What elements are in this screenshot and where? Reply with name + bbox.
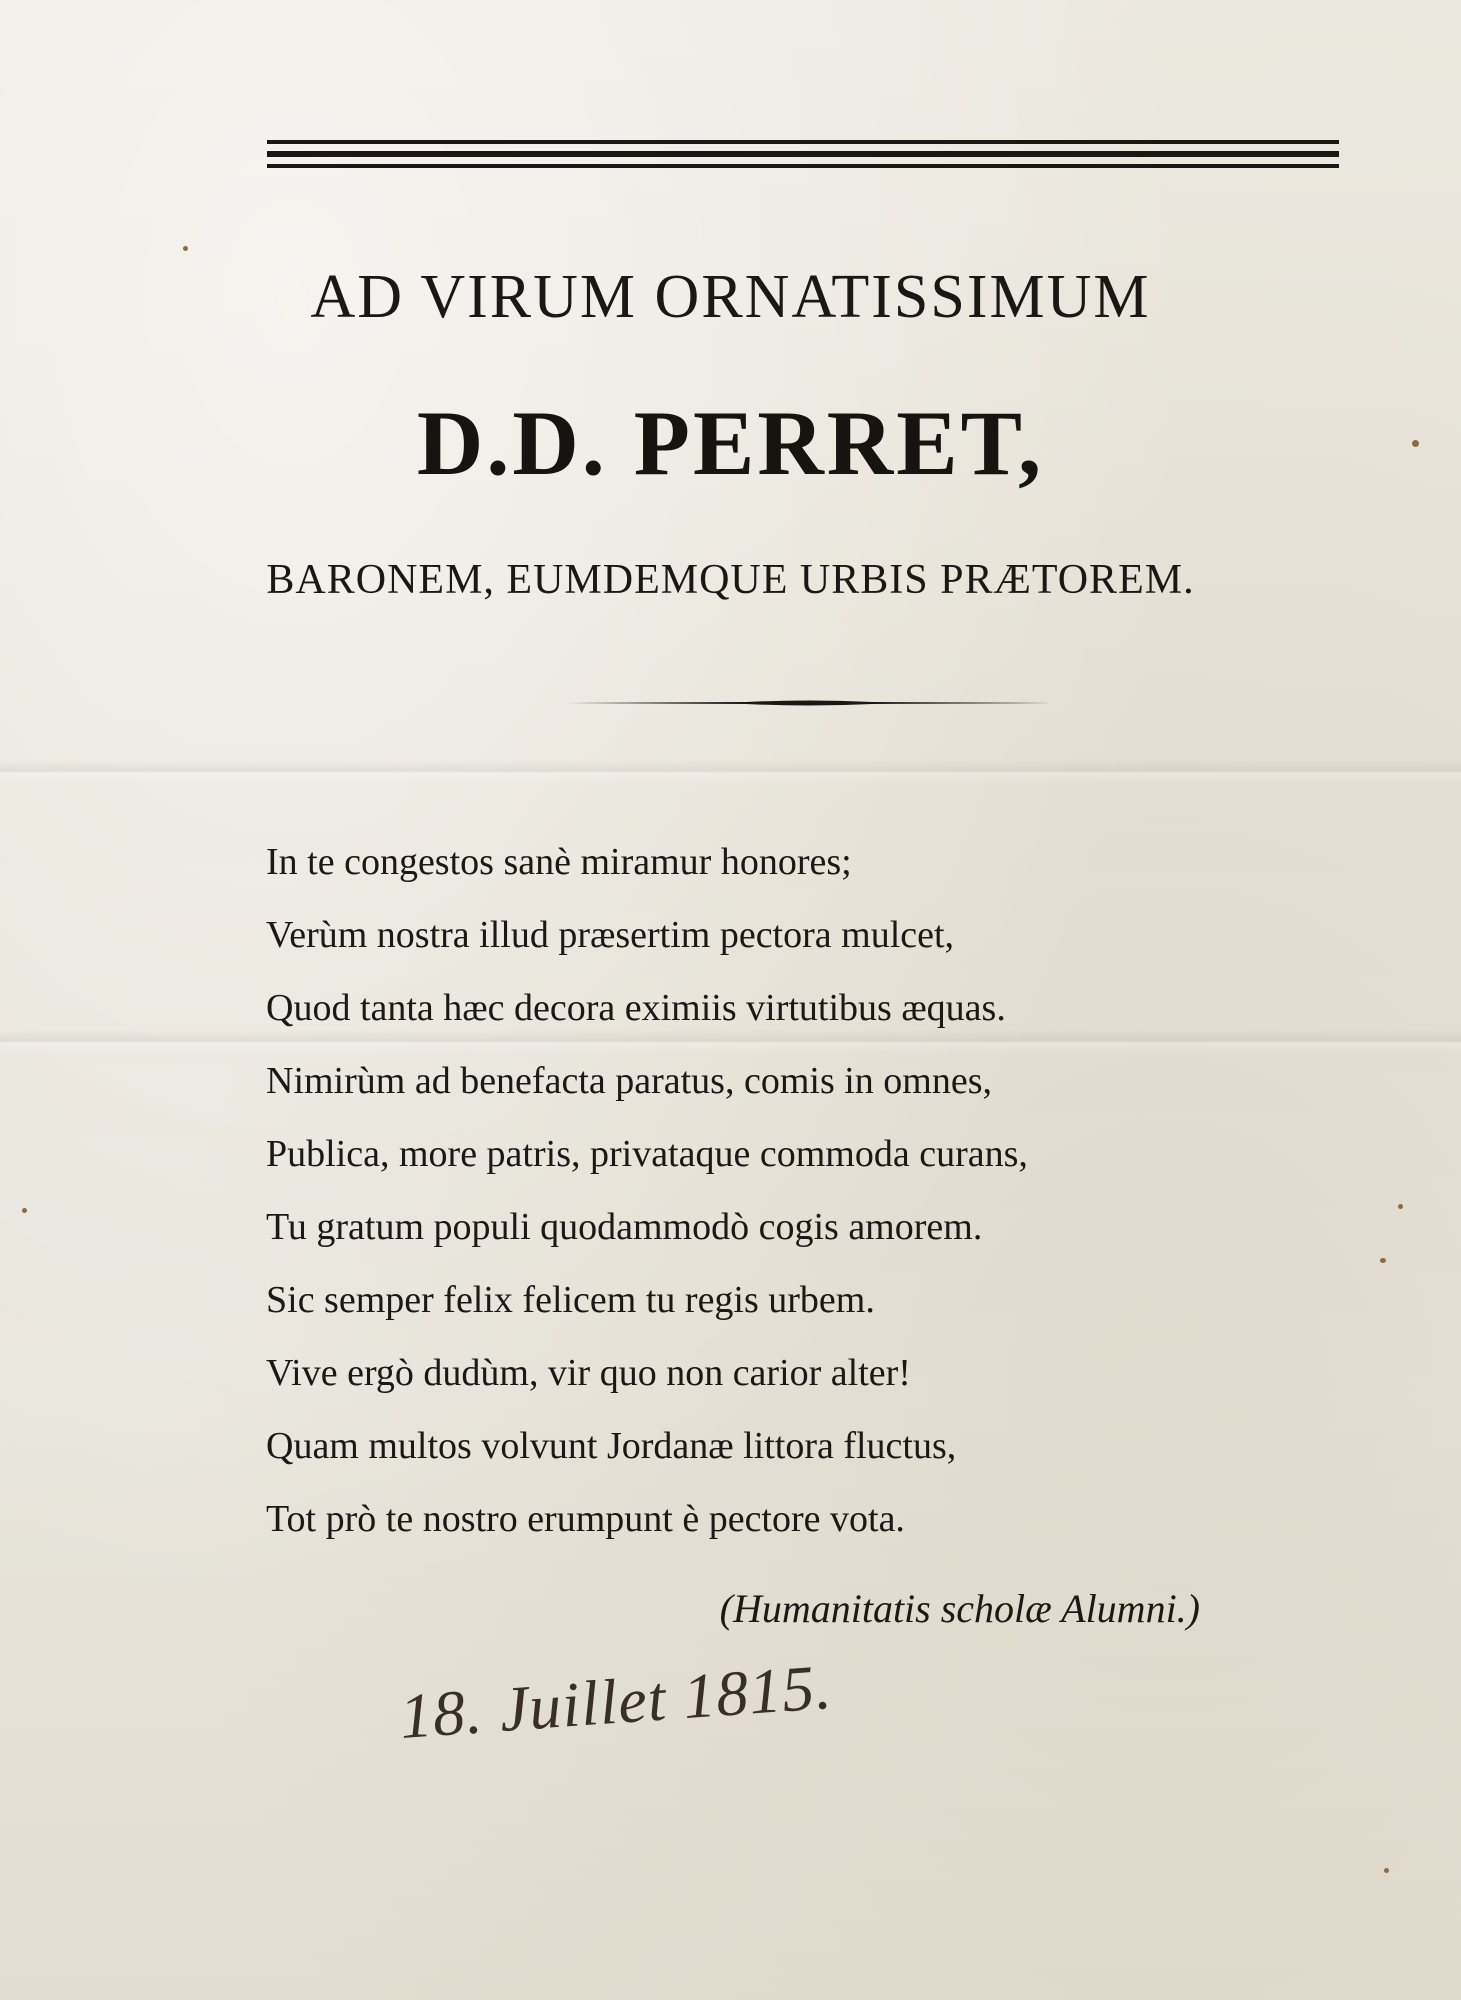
handwritten-date: 18. Juillet 1815. <box>397 1650 835 1752</box>
paper-speck <box>1398 1204 1403 1209</box>
poem-line: Quod tanta hæc decora eximiis virtutibus æquas. <box>266 987 1006 1029</box>
heading-line-2: D.D. PERRET, <box>416 392 1045 494</box>
poem-line: Tu gratum populi quodammodò cogis amorem. <box>266 1206 983 1248</box>
poem-line: Sic semper felix felicem tu regis urbem. <box>266 1279 875 1321</box>
poem-line: Quam multos volvunt Jordanæ littora fluctus, <box>266 1425 957 1467</box>
poem <box>266 826 1266 1556</box>
poem-line: In te congestos sanè miramur honores; <box>266 841 852 883</box>
paper-speck <box>22 1208 27 1213</box>
heading-line-1: AD VIRUM ORNATISSIMUM <box>310 263 1151 331</box>
divider-swell-rule <box>566 699 1052 707</box>
ornamental-divider <box>566 699 1052 707</box>
top-double-rule <box>267 140 1339 168</box>
paper-speck <box>1412 440 1419 447</box>
paper-speck <box>1384 1868 1389 1873</box>
poem-line: Verùm nostra illud præsertim pectora mulcet, <box>266 914 955 956</box>
poem-line: Publica, more patris, privataque commoda curans, <box>266 1133 1028 1175</box>
signature: (Humanitatis scholæ Alumni.) <box>719 1586 1200 1631</box>
poem-line: Nimirùm ad benefacta paratus, comis in omnes, <box>266 1060 993 1102</box>
paper-crease <box>0 760 1461 784</box>
paper-speck <box>1380 1258 1386 1263</box>
heading-line-3: BARONEM, EUMDEMQUE URBIS PRÆTOREM. <box>266 557 1195 603</box>
poem-line: Vive ergò dudùm, vir quo non carior alter! <box>266 1352 911 1394</box>
poem-line: Tot prò te nostro erumpunt è pectore vota. <box>266 1498 905 1540</box>
paper-speck <box>183 246 188 251</box>
